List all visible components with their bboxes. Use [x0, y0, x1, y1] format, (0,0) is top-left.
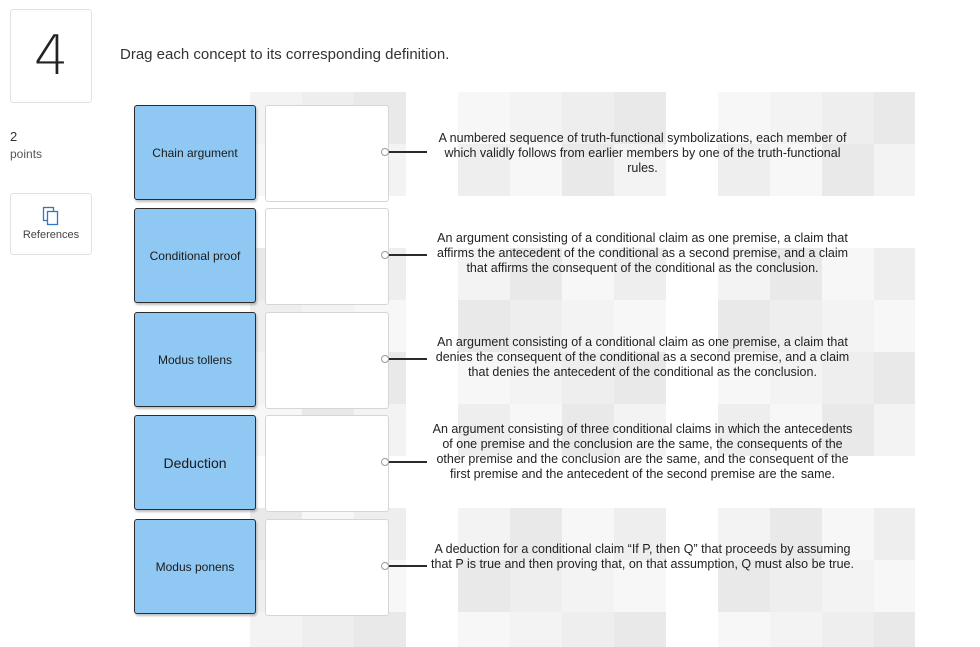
background-tile: [874, 144, 915, 196]
background-tile: [718, 612, 770, 647]
concept-label: Chain argument: [152, 145, 238, 160]
connector-line: [389, 151, 427, 153]
background-tile: [562, 612, 614, 647]
background-tile: [874, 560, 915, 612]
background-tile: [510, 612, 562, 647]
connector-line: [389, 565, 427, 567]
points-label: points: [10, 147, 43, 161]
connector-4: [381, 457, 429, 467]
connector-line: [389, 358, 427, 360]
connector-handle[interactable]: [381, 251, 389, 259]
concept-label: Modus ponens: [155, 559, 235, 574]
definition-4: An argument consisting of three conditional claims in which the antecedents of one premise and the conclusion are the same, the consequents of the other premise and the conclusion are the same, and the consequent of the first premise and the antecedent of the second premise are the same.: [432, 422, 853, 481]
definition-3: An argument consisting of a conditional claim as one premise, a claim that denies the consequent of the conditional as a second premise, and a claim that denies the antecedent of the conditional as the conclusion.: [435, 335, 850, 379]
connector-1: [381, 147, 429, 157]
concept-tile-deduction[interactable]: [134, 415, 256, 510]
background-tile: [458, 612, 510, 647]
connector-line: [389, 461, 427, 463]
background-tile: [302, 612, 354, 647]
drop-slot-1[interactable]: [265, 105, 389, 202]
background-tile: [614, 612, 666, 647]
concept-label: Modus tollens: [157, 352, 233, 367]
background-tile: [822, 612, 874, 647]
background-tile: [874, 404, 915, 456]
instructions: Drag each concept to its corresponding definition.: [120, 46, 450, 63]
connector-2: [381, 250, 429, 260]
definition-5: A deduction for a conditional claim “If P, then Q” that proceeds by assuming that P is true and then proving that, on that assumption, Q must also be true.: [431, 542, 854, 571]
connector-5: [381, 561, 429, 571]
definition-1: A numbered sequence of truth-functional symbolizations, each member of which validly follows from earlier members by one of the truth-functional rules.: [438, 131, 847, 175]
question-number-box: [10, 9, 92, 103]
references-label: References: [22, 229, 80, 241]
background-tile: [874, 352, 915, 404]
connector-3: [381, 354, 429, 364]
background-tile: [354, 612, 406, 647]
background-tile: [770, 612, 822, 647]
concept-tile-modus-ponens[interactable]: [134, 519, 256, 614]
concept-tile-conditional-proof[interactable]: [134, 208, 256, 303]
concept-label: Deduction: [163, 454, 227, 471]
concept-tile-modus-tollens[interactable]: [134, 312, 256, 407]
concept-label: Conditional proof: [149, 248, 241, 263]
concept-tile-chain-argument[interactable]: [134, 105, 256, 200]
question-number: 4: [33, 24, 69, 87]
connector-handle[interactable]: [381, 355, 389, 363]
background-tile: [874, 92, 915, 144]
connector-handle[interactable]: [381, 562, 389, 570]
background-tile: [874, 612, 915, 647]
connector-handle[interactable]: [381, 458, 389, 466]
connector-handle[interactable]: [381, 148, 389, 156]
copy-icon: [42, 206, 60, 226]
points-value: 2: [10, 129, 18, 144]
background-tile: [250, 612, 302, 647]
connector-line: [389, 254, 427, 256]
drop-slot-4[interactable]: [265, 415, 389, 512]
background-tile: [874, 248, 915, 300]
background-tile: [874, 508, 915, 560]
drop-slot-3[interactable]: [265, 312, 389, 409]
drop-slot-5[interactable]: [265, 519, 389, 616]
definition-2: An argument consisting of a conditional claim as one premise, a claim that affirms the antecedent of the conditional as a second premise, and a claim that affirms the consequent of the conditional as the conclusion.: [436, 231, 849, 275]
references-button[interactable]: [10, 193, 92, 255]
background-tile: [874, 300, 915, 352]
drop-slot-2[interactable]: [265, 208, 389, 305]
